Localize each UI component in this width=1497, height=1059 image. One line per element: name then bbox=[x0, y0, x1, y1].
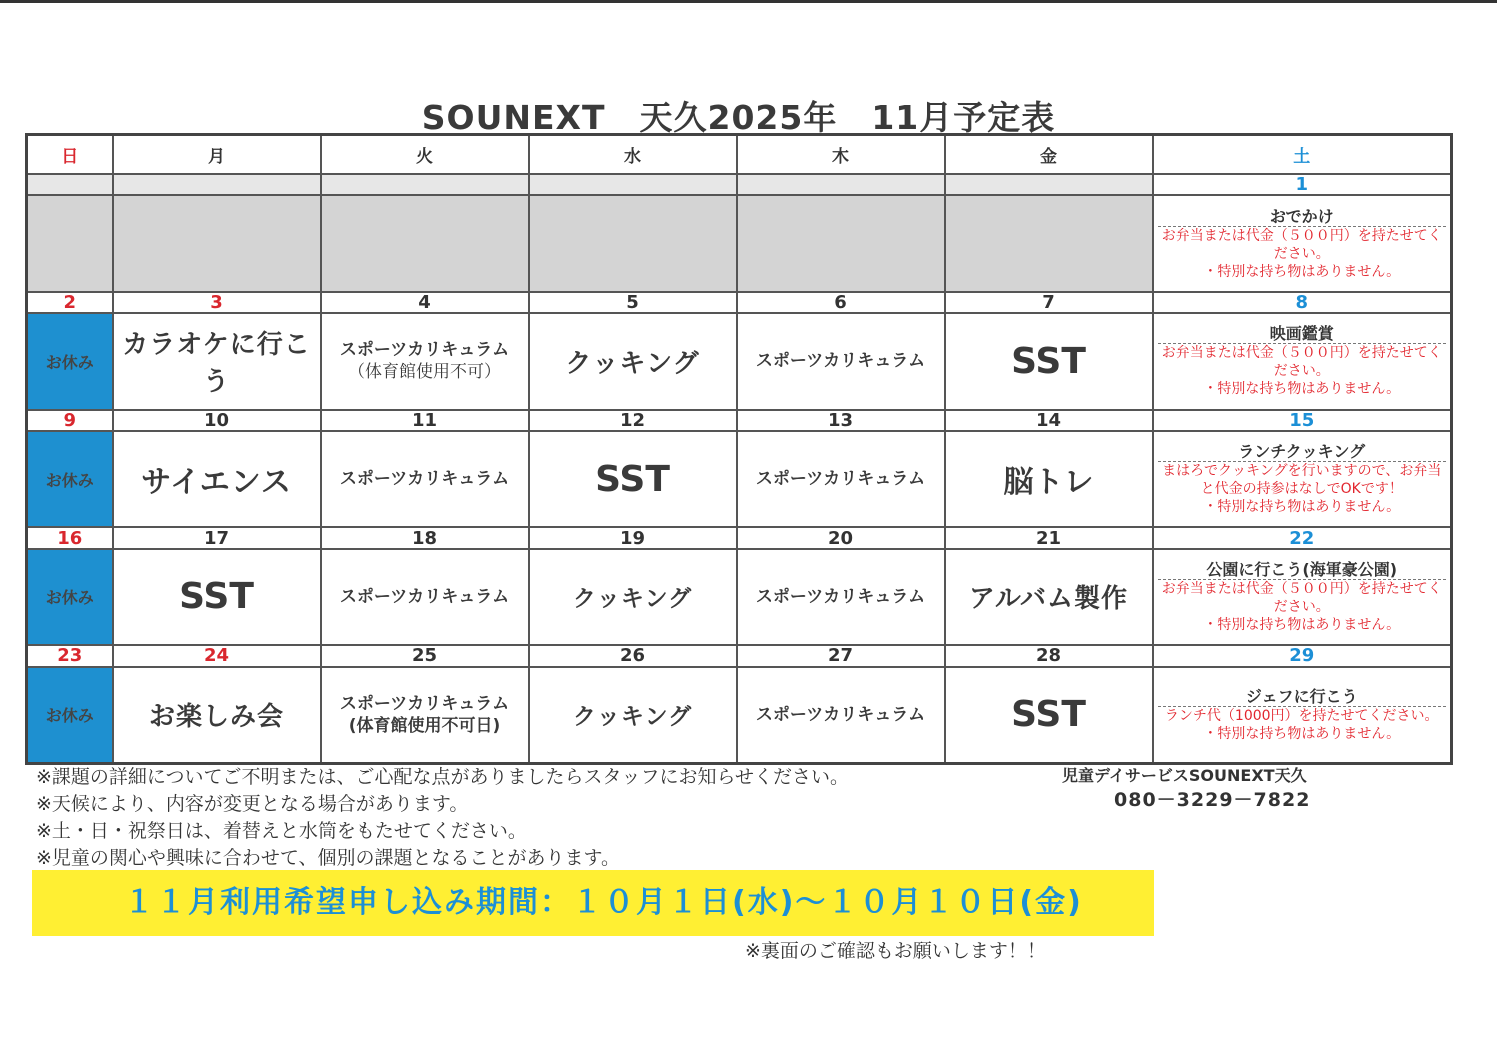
date-sat: 22 bbox=[1153, 527, 1452, 549]
blank-date-cell bbox=[113, 174, 321, 196]
page-title: SOUNEXT 天久2025年 11月予定表 bbox=[421, 98, 1056, 137]
note-item: ※児童の関心や興味に合わせて、個別の課題となることがあります。 bbox=[36, 847, 621, 869]
event-cell bbox=[113, 667, 321, 764]
event-cell bbox=[113, 313, 321, 409]
saturday-event-note: ランチ代（1000円）を持たせてください。 bbox=[1164, 707, 1439, 724]
week5-date-row bbox=[27, 645, 1452, 667]
event-cell bbox=[321, 549, 529, 645]
event-cell bbox=[529, 431, 737, 527]
date-sat: 29 bbox=[1153, 645, 1452, 667]
date-fri: 14 bbox=[945, 410, 1153, 432]
weekday-sun: 日 bbox=[27, 135, 113, 174]
off-day-cell bbox=[27, 549, 113, 645]
week3-date-row bbox=[27, 410, 1452, 432]
date-sun: 2 bbox=[27, 292, 113, 314]
schedule-calendar bbox=[25, 133, 1453, 765]
date-mon: 24 bbox=[113, 645, 321, 667]
saturday-event-note: ・特別な持ち物はありません。 bbox=[1203, 616, 1401, 633]
phone-number: 080－3229－7822 bbox=[1114, 789, 1311, 811]
facility-name: 児童デイサービスSOUNEXT天久 bbox=[1062, 766, 1307, 785]
event-cell bbox=[945, 549, 1153, 645]
event-label: SST bbox=[595, 458, 670, 500]
saturday-event-note: ・特別な持ち物はありません。 bbox=[1203, 725, 1401, 742]
saturday-event-note: ・特別な持ち物はありません。 bbox=[1203, 263, 1401, 280]
week4-date-row bbox=[27, 527, 1452, 549]
off-label: お休み bbox=[45, 706, 94, 726]
event-cell bbox=[321, 667, 529, 764]
event-cell bbox=[945, 667, 1153, 764]
event-cell bbox=[529, 667, 737, 764]
saturday-event-cell bbox=[1153, 195, 1452, 291]
week2-date-row bbox=[27, 292, 1452, 314]
event-sublabel: （体育館使用不可） bbox=[348, 362, 501, 383]
saturday-event-title: 公園に行こう(海軍豪公園) bbox=[1158, 560, 1447, 580]
off-day-cell bbox=[27, 667, 113, 764]
event-sublabel: (体育館使用不可日) bbox=[348, 715, 501, 736]
blank-cell bbox=[945, 195, 1153, 291]
event-cell bbox=[737, 549, 945, 645]
blank-cell bbox=[737, 195, 945, 291]
saturday-event-title: ジェフに行こう bbox=[1158, 687, 1447, 707]
blank-cell bbox=[113, 195, 321, 291]
weekday-fri: 金 bbox=[945, 135, 1153, 174]
event-label: スポーツカリキュラム bbox=[755, 469, 926, 490]
saturday-event-cell bbox=[1153, 313, 1452, 409]
date-thu: 27 bbox=[737, 645, 945, 667]
date-wed: 5 bbox=[529, 292, 737, 314]
event-label: SST bbox=[179, 576, 254, 618]
saturday-event-title: 映画鑑賞 bbox=[1158, 324, 1447, 344]
event-label: SST bbox=[1011, 694, 1086, 736]
event-label: クッキング bbox=[572, 586, 693, 613]
off-day-cell bbox=[27, 431, 113, 527]
event-label: カラオケに行こう bbox=[122, 330, 311, 398]
event-label: クッキング bbox=[565, 348, 700, 379]
event-label: 脳トレ bbox=[1003, 465, 1094, 501]
off-day-cell bbox=[27, 313, 113, 409]
event-label: スポーツカリキュラム bbox=[755, 586, 926, 607]
date-sat: 8 bbox=[1153, 292, 1452, 314]
blank-date-cell bbox=[737, 174, 945, 196]
date-fri: 28 bbox=[945, 645, 1153, 667]
event-label: スポーツカリキュラム bbox=[755, 351, 926, 372]
weekday-tue: 火 bbox=[321, 135, 529, 174]
week1-date-row bbox=[27, 174, 1452, 196]
event-cell bbox=[945, 313, 1153, 409]
event-cell bbox=[945, 431, 1153, 527]
blank-date-cell bbox=[27, 174, 113, 196]
event-cell bbox=[737, 667, 945, 764]
event-cell bbox=[321, 431, 529, 527]
date-wed: 26 bbox=[529, 645, 737, 667]
saturday-event-note: ・特別な持ち物はありません。 bbox=[1203, 499, 1401, 516]
event-label: スポーツカリキュラム bbox=[339, 340, 510, 361]
saturday-event-title: ランチクッキング bbox=[1158, 442, 1447, 462]
blank-cell bbox=[321, 195, 529, 291]
event-cell bbox=[113, 431, 321, 527]
top-border-line bbox=[0, 0, 1497, 3]
event-cell bbox=[529, 549, 737, 645]
date-sun: 23 bbox=[27, 645, 113, 667]
week3-body-row bbox=[27, 431, 1452, 527]
date-fri: 7 bbox=[945, 292, 1153, 314]
date-mon: 10 bbox=[113, 410, 321, 432]
off-label: お休み bbox=[45, 588, 94, 608]
saturday-event-note: ・特別な持ち物はありません。 bbox=[1203, 381, 1401, 398]
saturday-event-note: お弁当または代金（５００円）を持たせてください。 bbox=[1161, 580, 1442, 615]
blank-cell bbox=[27, 195, 113, 291]
week1-body-row bbox=[27, 195, 1452, 291]
date-sun: 9 bbox=[27, 410, 113, 432]
event-cell bbox=[737, 313, 945, 409]
contact-block bbox=[1062, 764, 1310, 812]
date-sun: 16 bbox=[27, 527, 113, 549]
event-cell bbox=[737, 431, 945, 527]
note-item: ※課題の詳細についてご不明または、ご心配な点がありましたらスタッフにお知らせください。 bbox=[36, 766, 849, 788]
date-mon: 3 bbox=[113, 292, 321, 314]
date-wed: 19 bbox=[529, 527, 737, 549]
weekday-sat: 土 bbox=[1153, 135, 1452, 174]
event-label: アルバム製作 bbox=[968, 584, 1129, 615]
application-period-banner: １１月利用希望申し込み期間：１０月１日(水)～１０月１０日(金) bbox=[32, 870, 1154, 936]
saturday-event-note: お弁当または代金（５００円）を持たせてください。 bbox=[1161, 345, 1442, 380]
event-label: クッキング bbox=[572, 704, 693, 731]
date-tue: 18 bbox=[321, 527, 529, 549]
event-label: SST bbox=[1011, 340, 1086, 382]
blank-date-cell bbox=[529, 174, 737, 196]
event-label: スポーツカリキュラム bbox=[755, 704, 926, 725]
saturday-event-note: まはろでクッキングを行いますので、お弁当と代金の持参はなしでOKです！ bbox=[1162, 463, 1442, 498]
date-wed: 12 bbox=[529, 410, 737, 432]
blank-date-cell bbox=[321, 174, 529, 196]
date-sat: 1 bbox=[1153, 174, 1452, 196]
weekday-header-row bbox=[27, 135, 1452, 174]
saturday-event-note: お弁当または代金（５００円）を持たせてください。 bbox=[1161, 227, 1442, 262]
date-tue: 4 bbox=[321, 292, 529, 314]
weekday-wed: 水 bbox=[529, 135, 737, 174]
off-label: お休み bbox=[45, 352, 94, 372]
date-fri: 21 bbox=[945, 527, 1153, 549]
week4-body-row bbox=[27, 549, 1452, 645]
off-label: お休み bbox=[45, 470, 94, 490]
date-thu: 6 bbox=[737, 292, 945, 314]
event-label: スポーツカリキュラム bbox=[339, 693, 510, 714]
date-tue: 11 bbox=[321, 410, 529, 432]
date-thu: 13 bbox=[737, 410, 945, 432]
date-thu: 20 bbox=[737, 527, 945, 549]
note-item: ※土・日・祝祭日は、着替えと水筒をもたせてください。 bbox=[36, 820, 527, 842]
weekday-mon: 月 bbox=[113, 135, 321, 174]
note-item: ※天候により、内容が変更となる場合があります。 bbox=[36, 793, 469, 815]
date-tue: 25 bbox=[321, 645, 529, 667]
blank-date-cell bbox=[945, 174, 1153, 196]
event-label: スポーツカリキュラム bbox=[339, 586, 510, 607]
event-label: スポーツカリキュラム bbox=[339, 469, 510, 490]
event-label: サイエンス bbox=[141, 465, 292, 501]
event-cell bbox=[113, 549, 321, 645]
saturday-event-cell bbox=[1153, 549, 1452, 645]
saturday-event-title: おでかけ bbox=[1158, 207, 1447, 227]
date-mon: 17 bbox=[113, 527, 321, 549]
date-sat: 15 bbox=[1153, 410, 1452, 432]
event-cell bbox=[321, 313, 529, 409]
event-label: お楽しみ会 bbox=[148, 702, 284, 733]
saturday-event-cell bbox=[1153, 431, 1452, 527]
week2-body-row bbox=[27, 313, 1452, 409]
blank-cell bbox=[529, 195, 737, 291]
saturday-event-cell bbox=[1153, 667, 1452, 764]
event-cell bbox=[529, 313, 737, 409]
weekday-thu: 木 bbox=[737, 135, 945, 174]
week5-body-row bbox=[27, 667, 1452, 764]
notes-list bbox=[36, 764, 849, 872]
back-page-note: ※裏面のご確認もお願いします！！ bbox=[745, 940, 1046, 962]
